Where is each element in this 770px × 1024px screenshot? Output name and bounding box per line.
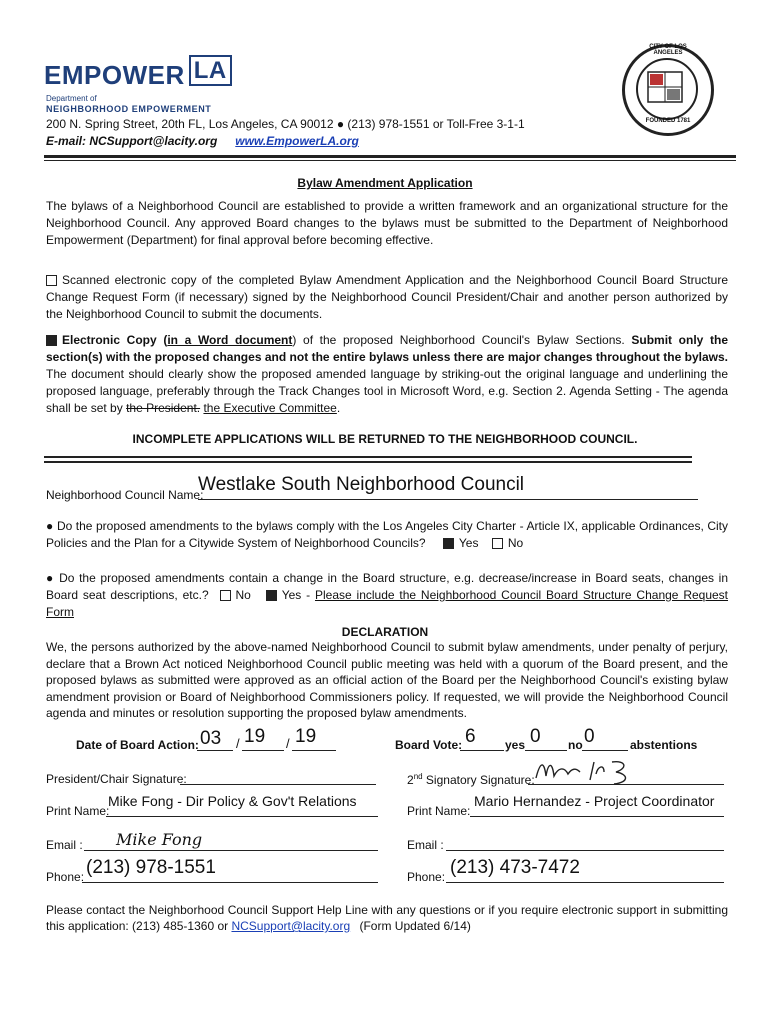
requirement-electronic-copy: Electronic Copy (in a Word document) of the proposed Neighborhood Council's Bylaw Sections. Submit only the section(s) with the proposed changes and not the entire bylaws unless there are major changes throughout the bylaws. The document should clearly show the proposed amended language by striking-out the original language and underlining the proposed language, preferably through the Track Changes tool in Microsoft Word, e.g. Section 2. Agenda Setting - The agenda shall be set by the President. the Executive Committee.	[46, 333, 729, 415]
incomplete-warning: INCOMPLETE APPLICATIONS WILL BE RETURNED TO THE NEIGHBORHOOD COUNCIL.	[132, 432, 638, 446]
phone-label-1: Phone:	[46, 870, 85, 884]
footer-help	[46, 902, 728, 934]
q2-no-label: No	[235, 588, 251, 602]
print-name-underline-2	[470, 816, 724, 817]
phone-underline-1	[82, 882, 378, 883]
second-signature-label: 2nd Signatory Signature:	[407, 772, 535, 787]
requirement-scanned-copy	[46, 272, 728, 323]
vote-abstain-label: abstentions	[630, 738, 698, 752]
empowerla-logo	[44, 57, 232, 91]
contact-line	[46, 134, 359, 148]
intro-paragraph: The bylaws of a Neighborhood Council are established to provide a written framework and an organizational structure for the Neighborhood Council. Any approved Board changes to the bylaws must be submitted to the Department of Neighborhood Empowerment (Department) for final approval before becoming effective.	[46, 199, 728, 247]
president-signature-label: President/Chair Signature:	[46, 772, 187, 786]
phone-field-1[interactable]: (213) 978-1551	[86, 857, 216, 878]
print-name-label-1: Print Name:	[46, 804, 110, 818]
section-divider	[44, 456, 692, 458]
vote-yes-underline	[460, 750, 504, 751]
vote-no-field[interactable]: 0	[530, 726, 541, 747]
q1-text: ● Do the proposed amendments to the bylaws comply with the Los Angeles City Charter - Article IX, applicable Ordinances, City Policies and the Plan for a Citywide System of Neighborhood Councils?	[46, 519, 728, 550]
date-label: Date of Board Action:	[76, 738, 199, 752]
q2-yes-label: Yes -	[281, 588, 315, 602]
logo-la-text: LA	[189, 55, 232, 86]
website-link[interactable]: www.EmpowerLA.org	[235, 134, 359, 148]
q2-yes-checkbox[interactable]	[266, 590, 277, 601]
header-divider-thin	[44, 160, 736, 161]
print-name-underline-1	[106, 816, 378, 817]
declaration-text: We, the persons authorized by the above-named Neighborhood Council to submit bylaw amendments, under penalty of perjury, declare that a Brown Act noticed Neighborhood Council public meeting was held with a quorum of the Board present, and the proposed bylaws as submitted were approved as an official action of the Board per the Neighborhood Council's existing bylaw amendment provision or Board of Neighborhood Commissioners policy. If requested, we will provide the Neighborhood Council agenda and minutes or resolution supporting the proposed bylaw amendments.	[46, 640, 728, 720]
date-day-field[interactable]: 19	[244, 726, 266, 747]
date-year-field[interactable]: 19	[295, 726, 317, 747]
footer-text: Please contact the Neighborhood Council Support Help Line with any questions or if you require electronic support in submitting this application: (213) 485-1360 or	[46, 903, 728, 933]
form-title: Bylaw Amendment Application	[297, 176, 473, 190]
req2-part-a: Electronic Copy (	[62, 333, 168, 347]
email-underline-1	[84, 850, 378, 851]
req2-underline: the Executive Committee	[203, 401, 337, 415]
q2-yes-link: Please include the Neighborhood Council Board Structure Change Request Form	[46, 588, 729, 619]
logo-dept-line2: NEIGHBORHOOD EMPOWERMENT	[46, 104, 212, 114]
seal-top-text: CITY OF LOS ANGELES	[649, 44, 687, 56]
vote-abstain-field[interactable]: 0	[584, 726, 595, 747]
print-name-field-1[interactable]: Mike Fong - Dir Policy & Gov't Relations	[108, 793, 357, 809]
date-slash-1: /	[236, 736, 240, 751]
second-signature-image	[534, 754, 634, 788]
q2-no-checkbox[interactable]	[220, 590, 231, 601]
q1-no-checkbox[interactable]	[492, 538, 503, 549]
email-label-1: Email :	[46, 838, 83, 852]
date-slash-2: /	[286, 736, 290, 751]
contact-email[interactable]: E-mail: NCSupport@lacity.org	[46, 134, 218, 148]
phone-underline-2	[446, 882, 724, 883]
q1-no-label: No	[507, 536, 524, 550]
date-month-underline	[197, 750, 233, 751]
q1-yes-label: Yes	[458, 536, 479, 550]
nc-name-label: Neighborhood Council Name:	[46, 488, 204, 502]
print-name-label-2: Print Name:	[407, 804, 471, 818]
req2-strike: the President.	[126, 401, 201, 415]
email-field-1[interactable]: Mike Fong	[116, 830, 203, 849]
footer-email-link[interactable]: NCSupport@lacity.org	[231, 919, 351, 933]
section-divider-2	[44, 461, 692, 463]
vote-no-label: no	[568, 738, 583, 752]
header-divider	[44, 155, 736, 158]
logo-main-text: EMPOWER	[44, 60, 185, 90]
declaration-title: DECLARATION	[341, 625, 429, 639]
requirement-scanned-text: Scanned electronic copy of the completed Bylaw Amendment Application and the Neighborhood Council Board Structure Change Request Form (if necessary) signed by the Neighborhood Council President/Chair and another person authorized by the Neighborhood Council to submit the documents.	[46, 273, 728, 321]
phone-field-2[interactable]: (213) 473-7472	[450, 857, 580, 878]
nc-name-underline	[198, 498, 698, 500]
question-board-structure	[46, 570, 728, 621]
req2-part-e: The document should clearly show the proposed amended language by striking-out the original language and underlining the proposed language, preferably through the Track Changes tool in Microsoft Word, e.g. Section 2. Agenda Setting - The agenda shall be set by	[46, 367, 728, 415]
seal-bottom-text: FOUNDED 1781	[645, 118, 691, 124]
print-name-field-2[interactable]: Mario Hernandez - Project Coordinator	[474, 793, 715, 809]
scanned-copy-checkbox[interactable]	[46, 275, 57, 286]
vote-label: Board Vote:	[395, 738, 463, 752]
vote-yes-label: yes	[505, 738, 526, 752]
vote-yes-field[interactable]: 6	[465, 726, 476, 747]
req2-part-d: Submit only the section(s) with the proposed changes and not the entire bylaws unless there are major changes throughout the bylaws.	[46, 333, 729, 364]
address-line: 200 N. Spring Street, 20th FL, Los Angeles, CA 90012 ● (213) 978-1551 or Toll-Free 3-1-1	[46, 117, 525, 131]
vote-abstain-underline	[582, 750, 628, 751]
electronic-copy-checkbox[interactable]	[46, 335, 57, 346]
president-signature-line[interactable]	[180, 784, 376, 785]
nc-name-field[interactable]: Westlake South Neighborhood Council	[198, 474, 525, 495]
q2-text: ● Do the proposed amendments contain a change in the Board structure, e.g. decrease/increase in Board seats, changes in Board seat descriptions, etc.?	[46, 571, 728, 602]
q1-yes-checkbox[interactable]	[443, 538, 454, 549]
question-charter-compliance	[46, 518, 728, 552]
seal-emblem-icon	[640, 62, 690, 112]
req2-part-c: ) of the proposed Neighborhood Council's Bylaw Sections.	[292, 333, 625, 347]
email-label-2: Email :	[407, 838, 444, 852]
logo-dept-line1: Department of	[46, 94, 97, 103]
req2-part-b: in a Word document	[167, 333, 293, 347]
date-month-field[interactable]: 03	[200, 728, 222, 749]
vote-no-underline	[525, 750, 567, 751]
email-field-2[interactable]	[446, 850, 724, 851]
date-day-underline	[242, 750, 284, 751]
date-year-underline	[292, 750, 336, 751]
footer-updated: (Form Updated 6/14)	[359, 919, 471, 933]
phone-label-2: Phone:	[407, 870, 446, 884]
